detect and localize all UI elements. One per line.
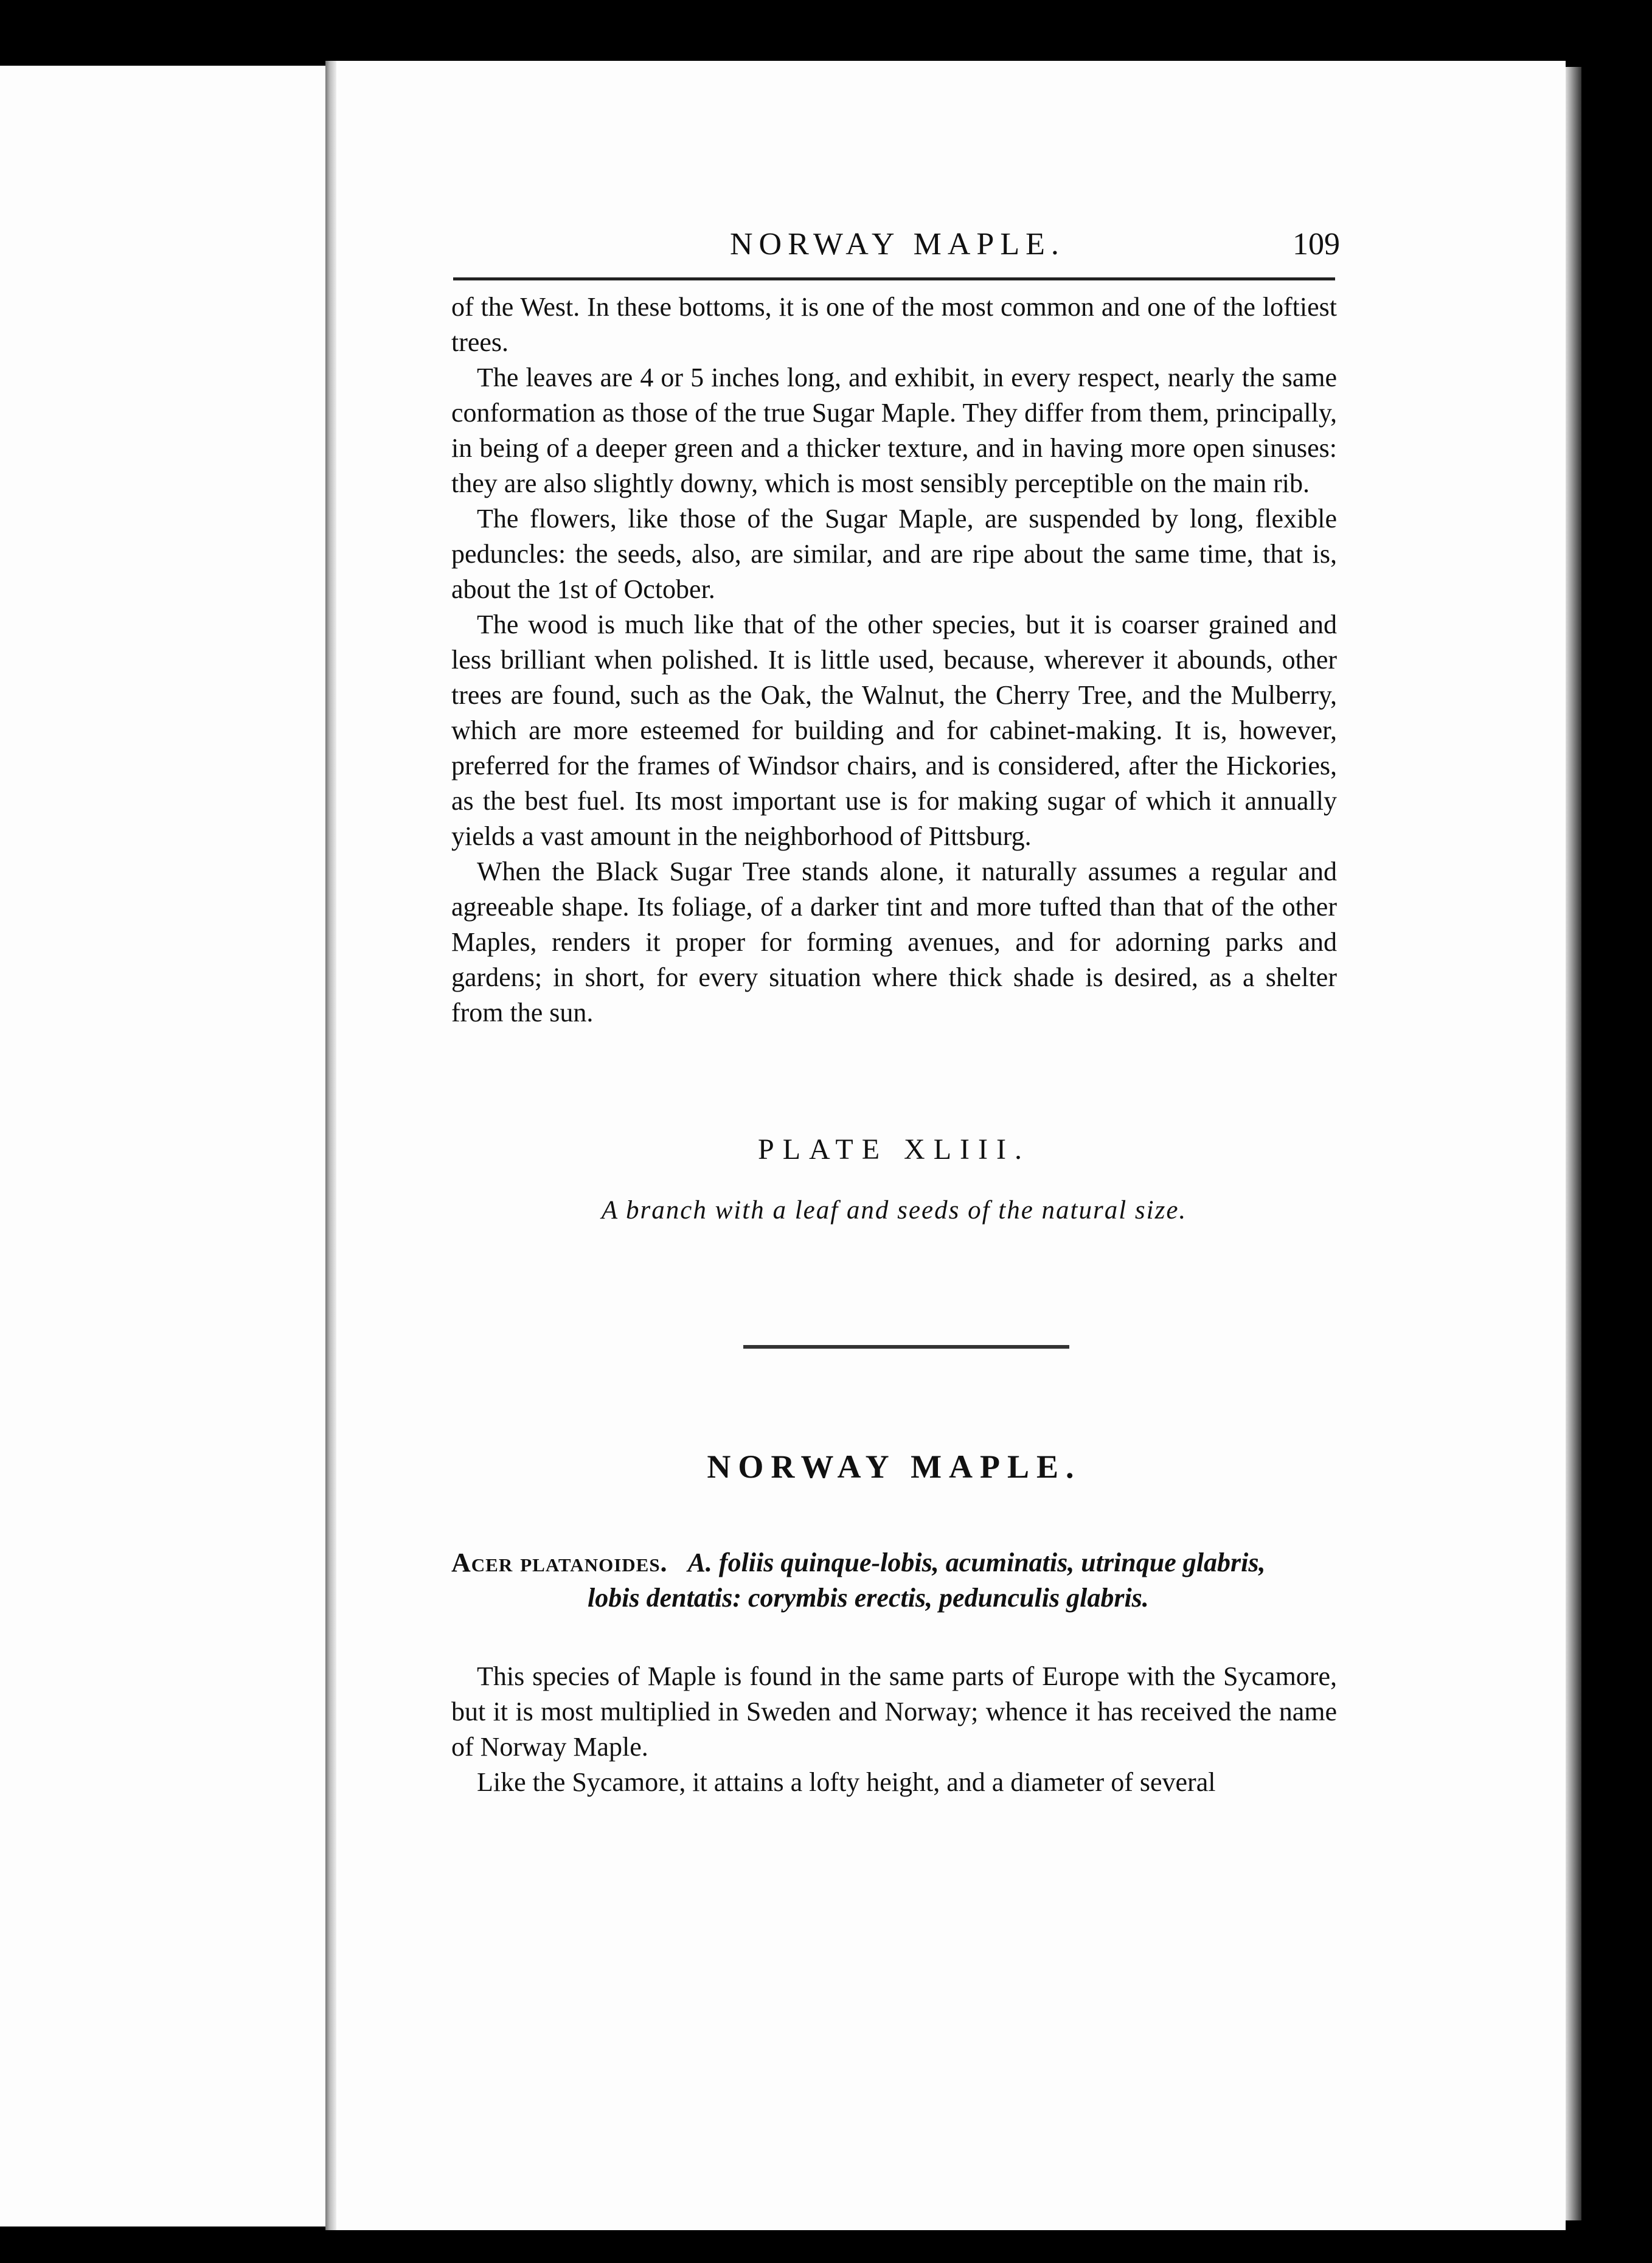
- paragraph-continuation: of the West. In these bottoms, it is one of the most common and one of the loftiest trees.: [451, 292, 1337, 357]
- bottom-text-block: [451, 1659, 1337, 1800]
- paragraph-shape: When the Black Sugar Tree stands alone, it naturally assumes a regular and agreeable shape. Its foliage, of a darker tint and more tufted than that of the other Maples, renders it proper for forming avenues, and for adorning parks and gardens; in short, for every situation where thick shade is desired, as a shelter from the sun.: [451, 857, 1337, 1027]
- description-line-1: A. foliis quinque-lobis, acuminatis, utrinque glabris,: [687, 1548, 1266, 1577]
- botanical-description: [451, 1545, 1337, 1616]
- paragraph-sycamore: Like the Sycamore, it attains a lofty height, and a diameter of several: [477, 1767, 1216, 1797]
- description-line-2: lobis dentatis: corymbis erectis, pedunculis glabris.: [588, 1583, 1149, 1613]
- running-head: NORWAY MAPLE.: [730, 227, 1065, 262]
- paragraph-species: This species of Maple is found in the same parts of Europe with the Sycamore, but it is most multiplied in Sweden and Norway; whence it has received the name of Norway Maple.: [451, 1661, 1337, 1762]
- page-number: 109: [1293, 227, 1340, 262]
- species-name: Acer platanoides.: [451, 1548, 668, 1577]
- left-page-blank: [0, 66, 325, 2226]
- plate-title: PLATE XLIII.: [758, 1133, 1030, 1166]
- top-text-block: [451, 290, 1337, 1031]
- book-gutter: [325, 61, 336, 2230]
- page-edge-shadow: [1566, 67, 1581, 2220]
- paragraph-wood: The wood is much like that of the other species, but it is coarser grained and less brilliant when polished. It is little used, because, wherever it abounds, other trees are found, such as the Oak, the Walnut, the Cherry Tree, and the Mulberry, which are more esteemed for building and for cabinet-making. It is, however, preferred for the frames of Windsor chairs, and is considered, after the Hickories, as the best fuel. Its most important use is for making sugar of which it annually yields a vast amount in the neighborhood of Pittsburg.: [451, 610, 1337, 851]
- header-rule: [453, 277, 1335, 280]
- paragraph-leaves: The leaves are 4 or 5 inches long, and exhibit, in every respect, nearly the same conformation as those of the true Sugar Maple. They differ from them, principally, in being of a deeper green and a thicker texture, and in having more open sinuses: they are also slightly downy, which is most sensibly perceptible on the main rib.: [451, 363, 1337, 498]
- botanical-line-1: [451, 1545, 1337, 1580]
- plate-caption: A branch with a leaf and seeds of the natural size.: [601, 1196, 1187, 1225]
- section-divider: [743, 1345, 1069, 1349]
- paragraph-flowers: The flowers, like those of the Sugar Maple, are suspended by long, flexible peduncles: the seeds, also, are similar, and are ripe about the same time, that is, about the 1st of October.: [451, 504, 1337, 604]
- section-title: NORWAY MAPLE.: [707, 1448, 1081, 1485]
